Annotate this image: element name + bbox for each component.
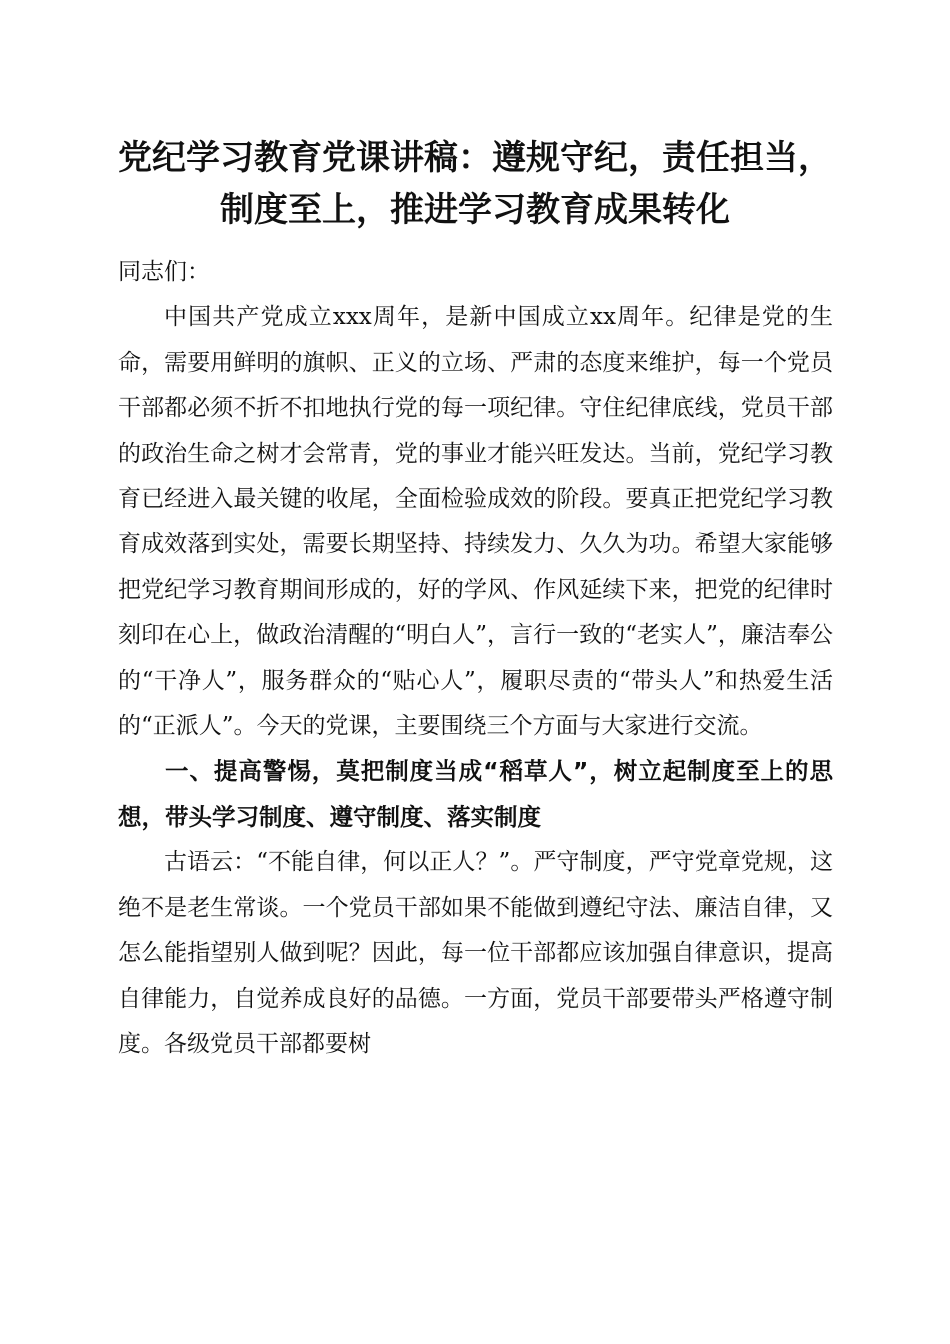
document-body	[118, 250, 833, 1067]
greeting: 同志们：	[118, 259, 210, 285]
paragraph-intro: 中国共产党成立xxx周年，是新中国成立xx周年。纪律是党的生命，需要用鲜明的旗帜、正义的立场、严肃的态度来维护，每一个党员干部都必须不折不扣地执行党的每一项纪律。守住纪律底线，党员干部的政治生命之树才会常青，党的事业才能兴旺发达。当前，党纪学习教育已经进入最关键的收尾，全面检验成效的阶段。要真正把党纪学习教育成效落到实处，需要长期坚持、持续发力、久久为功。希望大家能够把党纪学习教育期间形成的，好的学风、作风延续下来，把党的纪律时刻印在心上，做政治清醒的“明白人”，言行一致的“老实人”，廉洁奉公的“干净人”，服务群众的“贴心人”，履职尽责的“带头人”和热爱生活的“正派人”。今天的党课，主要围绕三个方面与大家进行交流。	[118, 304, 833, 740]
section-heading-1: 一、提高警惕，莫把制度当成“稻草人”，树立起制度至上的思想，带头学习制度、遵守制度、落实制度	[118, 757, 833, 831]
paragraph-section-1: 古语云：“不能自律，何以正人？”。严守制度，严守党章党规，这绝不是老生常谈。一个党员干部如果不能做到遵纪守法、廉洁自律，又怎么能指望别人做到呢？因此，每一位干部都应该加强自律意识，提高自律能力，自觉养成良好的品德。一方面，党员干部要带头严格遵守制度。各级党员干部都要树	[118, 849, 833, 1057]
title-line-1: 党纪学习教育党课讲稿：遵规守纪，责任担当，	[118, 138, 832, 178]
document-title	[100, 132, 850, 236]
title-line-2: 制度至上，推进学习教育成果转化	[220, 190, 730, 230]
